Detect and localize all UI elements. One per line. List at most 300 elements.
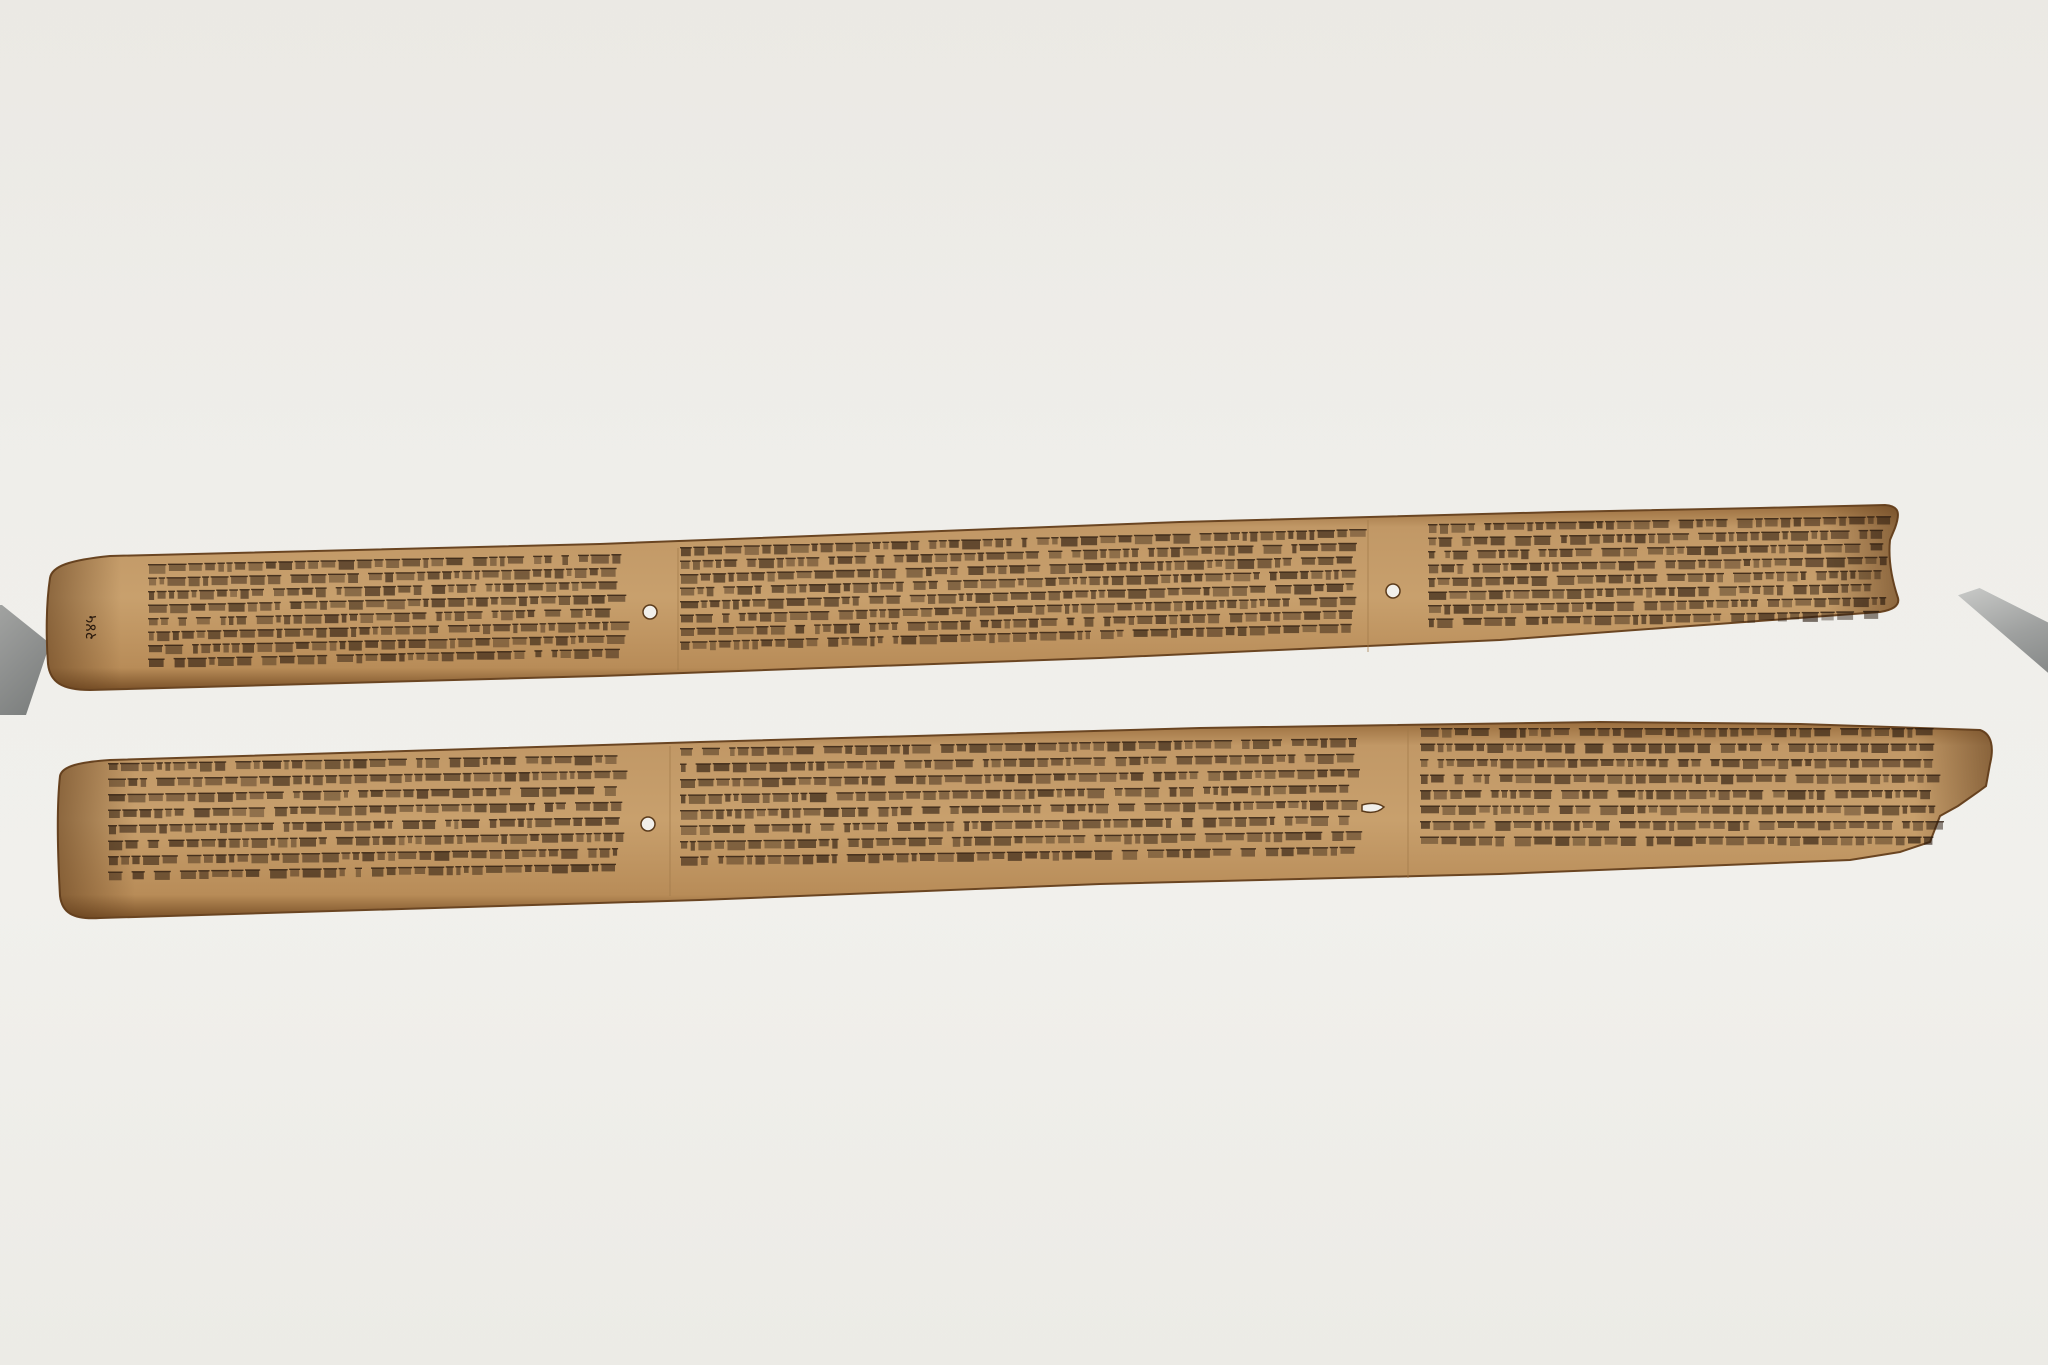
script-stroke [987,567,995,574]
script-stroke [413,627,426,635]
script-stroke [209,604,225,611]
script-stroke [971,791,983,799]
script-stroke [579,637,584,643]
script-stroke [1787,573,1797,582]
script-stroke [1270,573,1277,581]
script-stroke [1208,772,1220,781]
script-stroke [1825,545,1842,552]
script-stroke [276,643,293,652]
script-stroke [1226,834,1244,840]
script-stroke [449,626,467,633]
script-stroke [1644,575,1657,582]
script-stroke [829,585,841,594]
script-stroke [1783,600,1793,608]
script-stroke [870,624,875,632]
script-stroke [1213,850,1230,856]
script-stroke [1038,790,1054,797]
script-stroke [1645,602,1658,610]
script-stroke [1496,838,1504,847]
script-stroke [1274,833,1282,842]
script-stroke [816,763,824,771]
script-stroke [400,806,414,812]
script-stroke [1182,819,1193,827]
script-stroke [993,594,1007,602]
script-stroke [1474,538,1487,545]
script-stroke [396,627,410,634]
script-stroke [896,777,913,784]
script-stroke [457,653,474,660]
script-stroke [443,572,451,579]
script-stroke [1090,578,1100,586]
script-stroke [870,637,874,646]
script-stroke [1679,745,1694,753]
script-stroke [1559,523,1576,530]
script-stroke [1094,758,1105,766]
script-stroke [276,616,280,622]
script-stroke [940,541,946,548]
script-stroke [166,646,183,655]
script-stroke [998,634,1009,642]
script-stroke [1208,561,1213,568]
script-stroke [448,599,464,607]
script-stroke [231,824,242,832]
script-stroke [429,868,444,876]
script-stroke [1332,832,1343,841]
script-stroke [493,612,498,618]
script-stroke [1704,776,1717,783]
script-stroke [935,609,949,616]
script-stroke [1238,560,1254,569]
script-stroke [272,854,280,860]
script-stroke [1714,822,1725,829]
script-stroke [220,824,227,833]
script-stroke [1738,520,1753,529]
script-stroke [1545,822,1550,830]
script-stroke [519,773,529,781]
script-stroke [982,807,999,813]
script-stroke [188,856,201,864]
script-stroke [1706,520,1713,526]
script-stroke [856,543,870,552]
lower-leaf [58,722,1992,918]
script-stroke [929,838,942,845]
script-stroke [1100,774,1116,782]
script-stroke [837,793,853,800]
script-stroke [337,655,353,662]
script-stroke [1270,818,1274,825]
script-stroke [807,639,818,646]
script-stroke [1182,589,1200,595]
script-stroke [1602,549,1620,557]
script-stroke [872,777,885,785]
script-stroke [361,614,374,623]
script-stroke [1288,532,1293,539]
script-stroke [1639,822,1650,829]
script-stroke [953,838,960,847]
script-stroke [1242,849,1256,857]
script-stroke [1199,803,1213,809]
script-stroke [1621,838,1636,847]
script-stroke [326,776,336,783]
script-stroke [1318,755,1334,764]
script-stroke [1450,592,1467,599]
script-stroke [417,790,428,799]
script-stroke [1277,756,1285,762]
script-stroke [1679,561,1696,569]
script-stroke [863,824,875,830]
script-stroke [449,586,454,593]
script-stroke [1072,551,1080,558]
script-stroke [1494,524,1504,530]
script-stroke [1104,618,1110,627]
script-stroke [812,545,817,552]
script-stroke [989,634,994,643]
script-stroke [790,613,807,620]
script-stroke [1723,760,1740,767]
script-stroke [1234,574,1251,582]
script-stroke [1573,838,1585,846]
script-stroke [1768,600,1779,607]
script-stroke [1698,745,1710,754]
script-stroke [218,658,234,666]
script-stroke [733,764,747,773]
script-stroke [1570,536,1586,545]
script-stroke [1007,553,1023,560]
script-stroke [1909,745,1916,751]
script-stroke [1911,807,1926,813]
script-stroke [1438,760,1443,768]
script-stroke [154,810,162,818]
script-stroke [1046,579,1056,586]
script-stroke [681,575,697,584]
script-stroke [1779,546,1785,554]
script-stroke [752,573,764,580]
script-stroke [161,619,168,625]
script-stroke [1648,548,1663,554]
script-stroke [1752,587,1760,594]
script-stroke [1817,791,1825,800]
script-stroke [1650,616,1663,625]
script-stroke [574,650,588,659]
script-stroke [1268,600,1280,607]
script-stroke [1669,588,1674,596]
script-stroke [1829,760,1846,767]
script-stroke [1292,545,1296,553]
script-stroke [1609,576,1623,584]
script-stroke [357,655,363,663]
script-stroke [995,822,1012,829]
script-stroke [189,578,200,587]
script-stroke [941,622,957,630]
script-stroke [377,614,392,620]
script-stroke [1597,522,1603,528]
script-stroke [1849,518,1864,525]
script-stroke [1850,572,1855,579]
script-stroke [1006,775,1015,782]
script-stroke [1433,822,1450,830]
script-stroke [993,853,1005,859]
script-stroke [1342,801,1358,810]
script-stroke [1667,548,1674,555]
script-stroke [1158,549,1168,557]
script-stroke [169,592,174,599]
script-stroke [1123,742,1136,750]
script-stroke [947,823,954,832]
script-stroke [339,561,354,570]
script-stroke [1262,756,1273,764]
script-stroke [481,836,498,843]
script-stroke [292,761,302,768]
script-stroke [514,571,529,580]
script-stroke [1737,776,1753,783]
script-stroke [901,637,916,645]
script-stroke [418,573,425,581]
script-stroke [1613,729,1621,736]
script-stroke [1292,740,1304,746]
script-stroke [1485,776,1489,784]
script-stroke [1788,546,1803,553]
script-stroke [1824,518,1836,525]
script-stroke [409,640,426,648]
script-stroke [968,567,983,575]
script-stroke [216,855,225,863]
script-stroke [143,857,159,866]
script-stroke [1600,563,1615,570]
script-stroke [1035,821,1042,828]
script-stroke [1303,626,1317,632]
script-stroke [1624,549,1637,557]
script-stroke [907,555,918,562]
script-stroke [1458,565,1463,574]
script-stroke [951,554,962,561]
script-stroke [1705,729,1716,737]
script-stroke [200,763,212,772]
script-stroke [1054,774,1065,780]
script-stroke [1438,579,1449,585]
script-stroke [1528,523,1533,531]
script-stroke [1765,519,1777,527]
script-stroke [260,777,269,784]
script-stroke [1815,760,1826,768]
script-stroke [923,807,940,813]
script-stroke [1585,590,1594,598]
script-stroke [894,637,898,644]
script-stroke [856,793,865,801]
script-stroke [1008,853,1022,861]
script-stroke [556,803,565,809]
script-stroke [1141,563,1154,570]
script-stroke [426,775,441,781]
script-stroke [1747,838,1764,845]
script-stroke [740,614,745,621]
script-stroke [159,825,166,833]
script-stroke [1541,604,1554,610]
script-stroke [1766,573,1774,579]
script-stroke [457,585,467,592]
script-stroke [1904,760,1921,768]
script-stroke [250,793,264,799]
script-stroke [1603,535,1614,542]
script-stroke [1892,745,1906,752]
script-stroke [1086,564,1104,571]
script-stroke [1206,834,1223,842]
script-stroke [762,546,770,554]
script-stroke [727,857,744,865]
script-stroke [490,558,497,566]
script-stroke [1145,804,1161,811]
script-stroke [1516,776,1532,784]
script-stroke [870,610,876,617]
script-stroke [324,792,340,801]
script-stroke [1170,788,1177,797]
script-stroke [1434,791,1447,800]
script-stroke [490,851,502,859]
script-stroke [1244,803,1253,810]
script-stroke [493,639,509,648]
script-stroke [447,867,453,875]
script-stroke [1584,617,1592,625]
script-stroke [1099,591,1104,598]
script-stroke [403,560,420,567]
script-stroke [1505,618,1515,626]
script-stroke [1282,849,1294,857]
script-stroke [834,625,847,634]
script-stroke [1491,760,1497,767]
script-stroke [521,625,537,632]
script-stroke [1503,578,1514,585]
script-stroke [1429,539,1436,546]
script-stroke [345,588,362,597]
script-stroke [1453,579,1468,586]
script-stroke [737,628,754,635]
script-stroke [386,560,399,568]
script-stroke [432,790,450,796]
script-stroke [241,590,249,599]
script-stroke [157,779,174,786]
script-stroke [1124,835,1131,844]
script-stroke [230,590,237,597]
script-stroke [277,630,282,638]
script-stroke [964,838,972,846]
script-stroke [374,822,385,829]
script-stroke [1268,627,1280,634]
script-stroke [702,601,707,608]
script-stroke [1123,851,1137,860]
script-stroke [832,840,837,849]
script-stroke [798,558,803,566]
script-stroke [1264,546,1282,554]
script-stroke [1624,729,1642,738]
script-stroke [226,778,238,784]
script-stroke [316,588,326,597]
script-stroke [974,635,986,641]
script-stroke [1474,776,1482,783]
script-stroke [1051,806,1063,812]
script-stroke [1029,620,1038,628]
script-stroke [1063,852,1072,860]
script-stroke [284,823,289,832]
script-stroke [1183,850,1191,858]
script-stroke [483,571,499,577]
script-stroke [797,572,811,578]
script-stroke [266,563,276,569]
script-stroke [140,810,151,817]
script-stroke [1245,756,1259,763]
script-stroke [1677,729,1689,737]
script-stroke [1131,773,1143,780]
script-stroke [1883,822,1892,830]
script-stroke [791,545,809,553]
script-stroke [1666,561,1675,568]
script-stroke [1460,838,1476,846]
script-stroke [293,777,302,785]
script-stroke [961,622,970,630]
script-stroke [836,571,854,578]
script-stroke [973,822,978,829]
script-stroke [1470,592,1486,600]
script-stroke [403,821,419,829]
script-stroke [681,780,695,788]
script-stroke [283,854,299,863]
script-stroke [1665,745,1676,754]
script-stroke [109,811,120,819]
script-stroke [1478,760,1488,766]
script-stroke [1713,807,1730,814]
script-stroke [278,839,287,848]
script-stroke [428,573,440,580]
script-stroke [1216,803,1230,811]
script-stroke [325,823,341,831]
script-stroke [926,568,932,576]
script-stroke [252,590,263,596]
script-stroke [1304,612,1320,620]
script-stroke [1546,745,1562,753]
script-stroke [1114,617,1126,623]
script-stroke [501,598,516,605]
script-stroke [1131,820,1142,828]
script-stroke [1534,537,1550,545]
script-stroke [1576,549,1591,556]
script-stroke [1848,558,1862,564]
script-stroke [1756,519,1762,527]
script-stroke [824,809,839,817]
script-stroke [828,762,844,768]
script-stroke [814,778,826,785]
script-stroke [1803,613,1818,622]
script-stroke [587,834,591,842]
script-stroke [521,789,539,798]
script-stroke [592,596,605,604]
script-stroke [1880,558,1887,566]
script-stroke [996,540,1004,548]
script-stroke [807,558,818,566]
script-stroke [1601,760,1613,766]
script-stroke [529,804,534,811]
script-stroke [1498,605,1507,613]
script-stroke [585,819,602,826]
script-stroke [246,870,259,877]
script-stroke [268,576,280,584]
script-stroke [1440,525,1448,534]
script-stroke [1195,575,1203,582]
script-stroke [1202,548,1212,554]
script-stroke [291,602,302,609]
script-stroke [1517,760,1535,768]
script-stroke [1717,601,1729,608]
script-stroke [191,605,205,611]
script-stroke [1728,822,1740,831]
script-stroke [399,852,417,859]
